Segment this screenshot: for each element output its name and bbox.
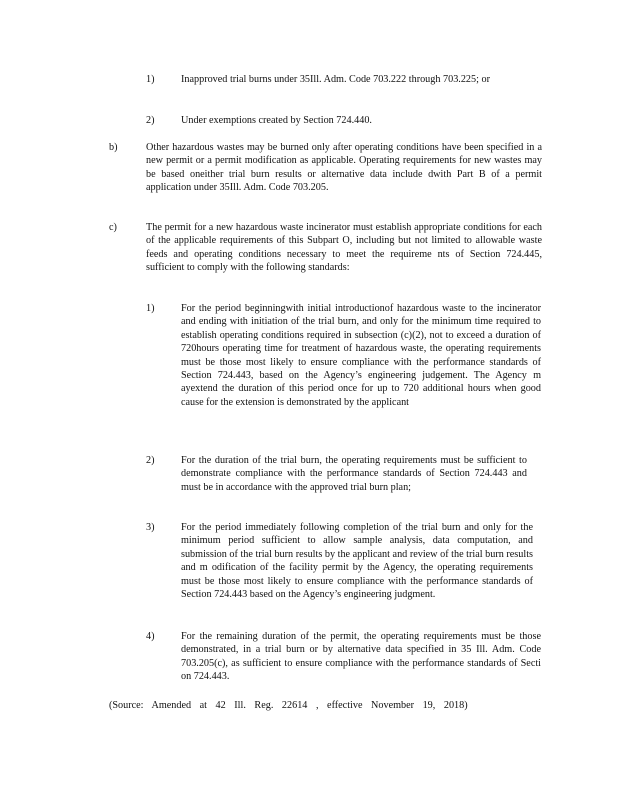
item-text: Under exemptions created by Section 724.440. — [181, 115, 372, 126]
subsection-text: The permit for a new hazardous waste incinerator must establish appropriate conditions for each of the applicable requirements of this Subpart O, including but not limited to allowable waste feeds and operating conditions necessary to meet the requireme nts of Section 724.445, sufficient to comply with the following standards: — [146, 222, 542, 274]
item-label: 3) — [146, 522, 155, 533]
item-label: 1) — [146, 74, 155, 85]
subsection-text: Other hazardous wastes may be burned only after operating conditions have been specified in a new permit or a permit modification as applicable. Operating requirements for new wastes may be based oneither trial burn results or alternative data include dwith Part B of a permit application under 35Ill. Adm. Code 703.205. — [146, 142, 542, 194]
item-label: 4) — [146, 631, 155, 642]
item-text: For the period beginningwith initial introductionof hazardous waste to the incinerator and ending with initiation of the trial burn, and only for the minimum time required to establish operating conditions required in subsection (c)(2), not to exceed a duration of 720hours operating time for treatment of hazardous waste, the operating requirements must be those most likely to ensure compliance with the performance standards of Section 724.443, based on the Agency’s engineering judgement. The Agency m ayextend the duration of this period once for up to 720 additional hours when good cause for the extension is demonstrated by the applicant — [181, 303, 541, 408]
item-label: 2) — [146, 455, 155, 466]
item-text: Inapproved trial burns under 35Ill. Adm. Code 703.222 through 703.225; or — [181, 74, 490, 85]
item-label: 2) — [146, 115, 155, 126]
subsection-label: b) — [109, 142, 118, 153]
item-text: For the remaining duration of the permit, the operating requirements must be those demonstrated, in a trial burn or by alternative data specified in 35 Ill. Adm. Code 703.205(c), as sufficient to ensure compliance with the performance standards of Secti on 724.443. — [181, 631, 541, 683]
subsection-label: c) — [109, 222, 117, 233]
item-text: For the period immediately following completion of the trial burn and only for the minimum period sufficient to allow sample analysis, data computation, and submission of the trial burn results by the applicant and review of the trial burn results and m odification of the facility permit by the Agency, the operating requirements must be those most likely to ensure compliance with the performance standards of Section 724.443 based on the Agency’s engineering judgment. — [181, 522, 533, 601]
source-note: (Source: Amended at 42 Ill. Reg. 22614 , effective November 19, 2018) — [109, 700, 468, 711]
item-text: For the duration of the trial burn, the operating requirements must be sufficient to demonstrate compliance with the performance standards of Section 724.443 and must be in accordance with the approved trial burn plan; — [181, 455, 527, 493]
item-label: 1) — [146, 303, 155, 314]
